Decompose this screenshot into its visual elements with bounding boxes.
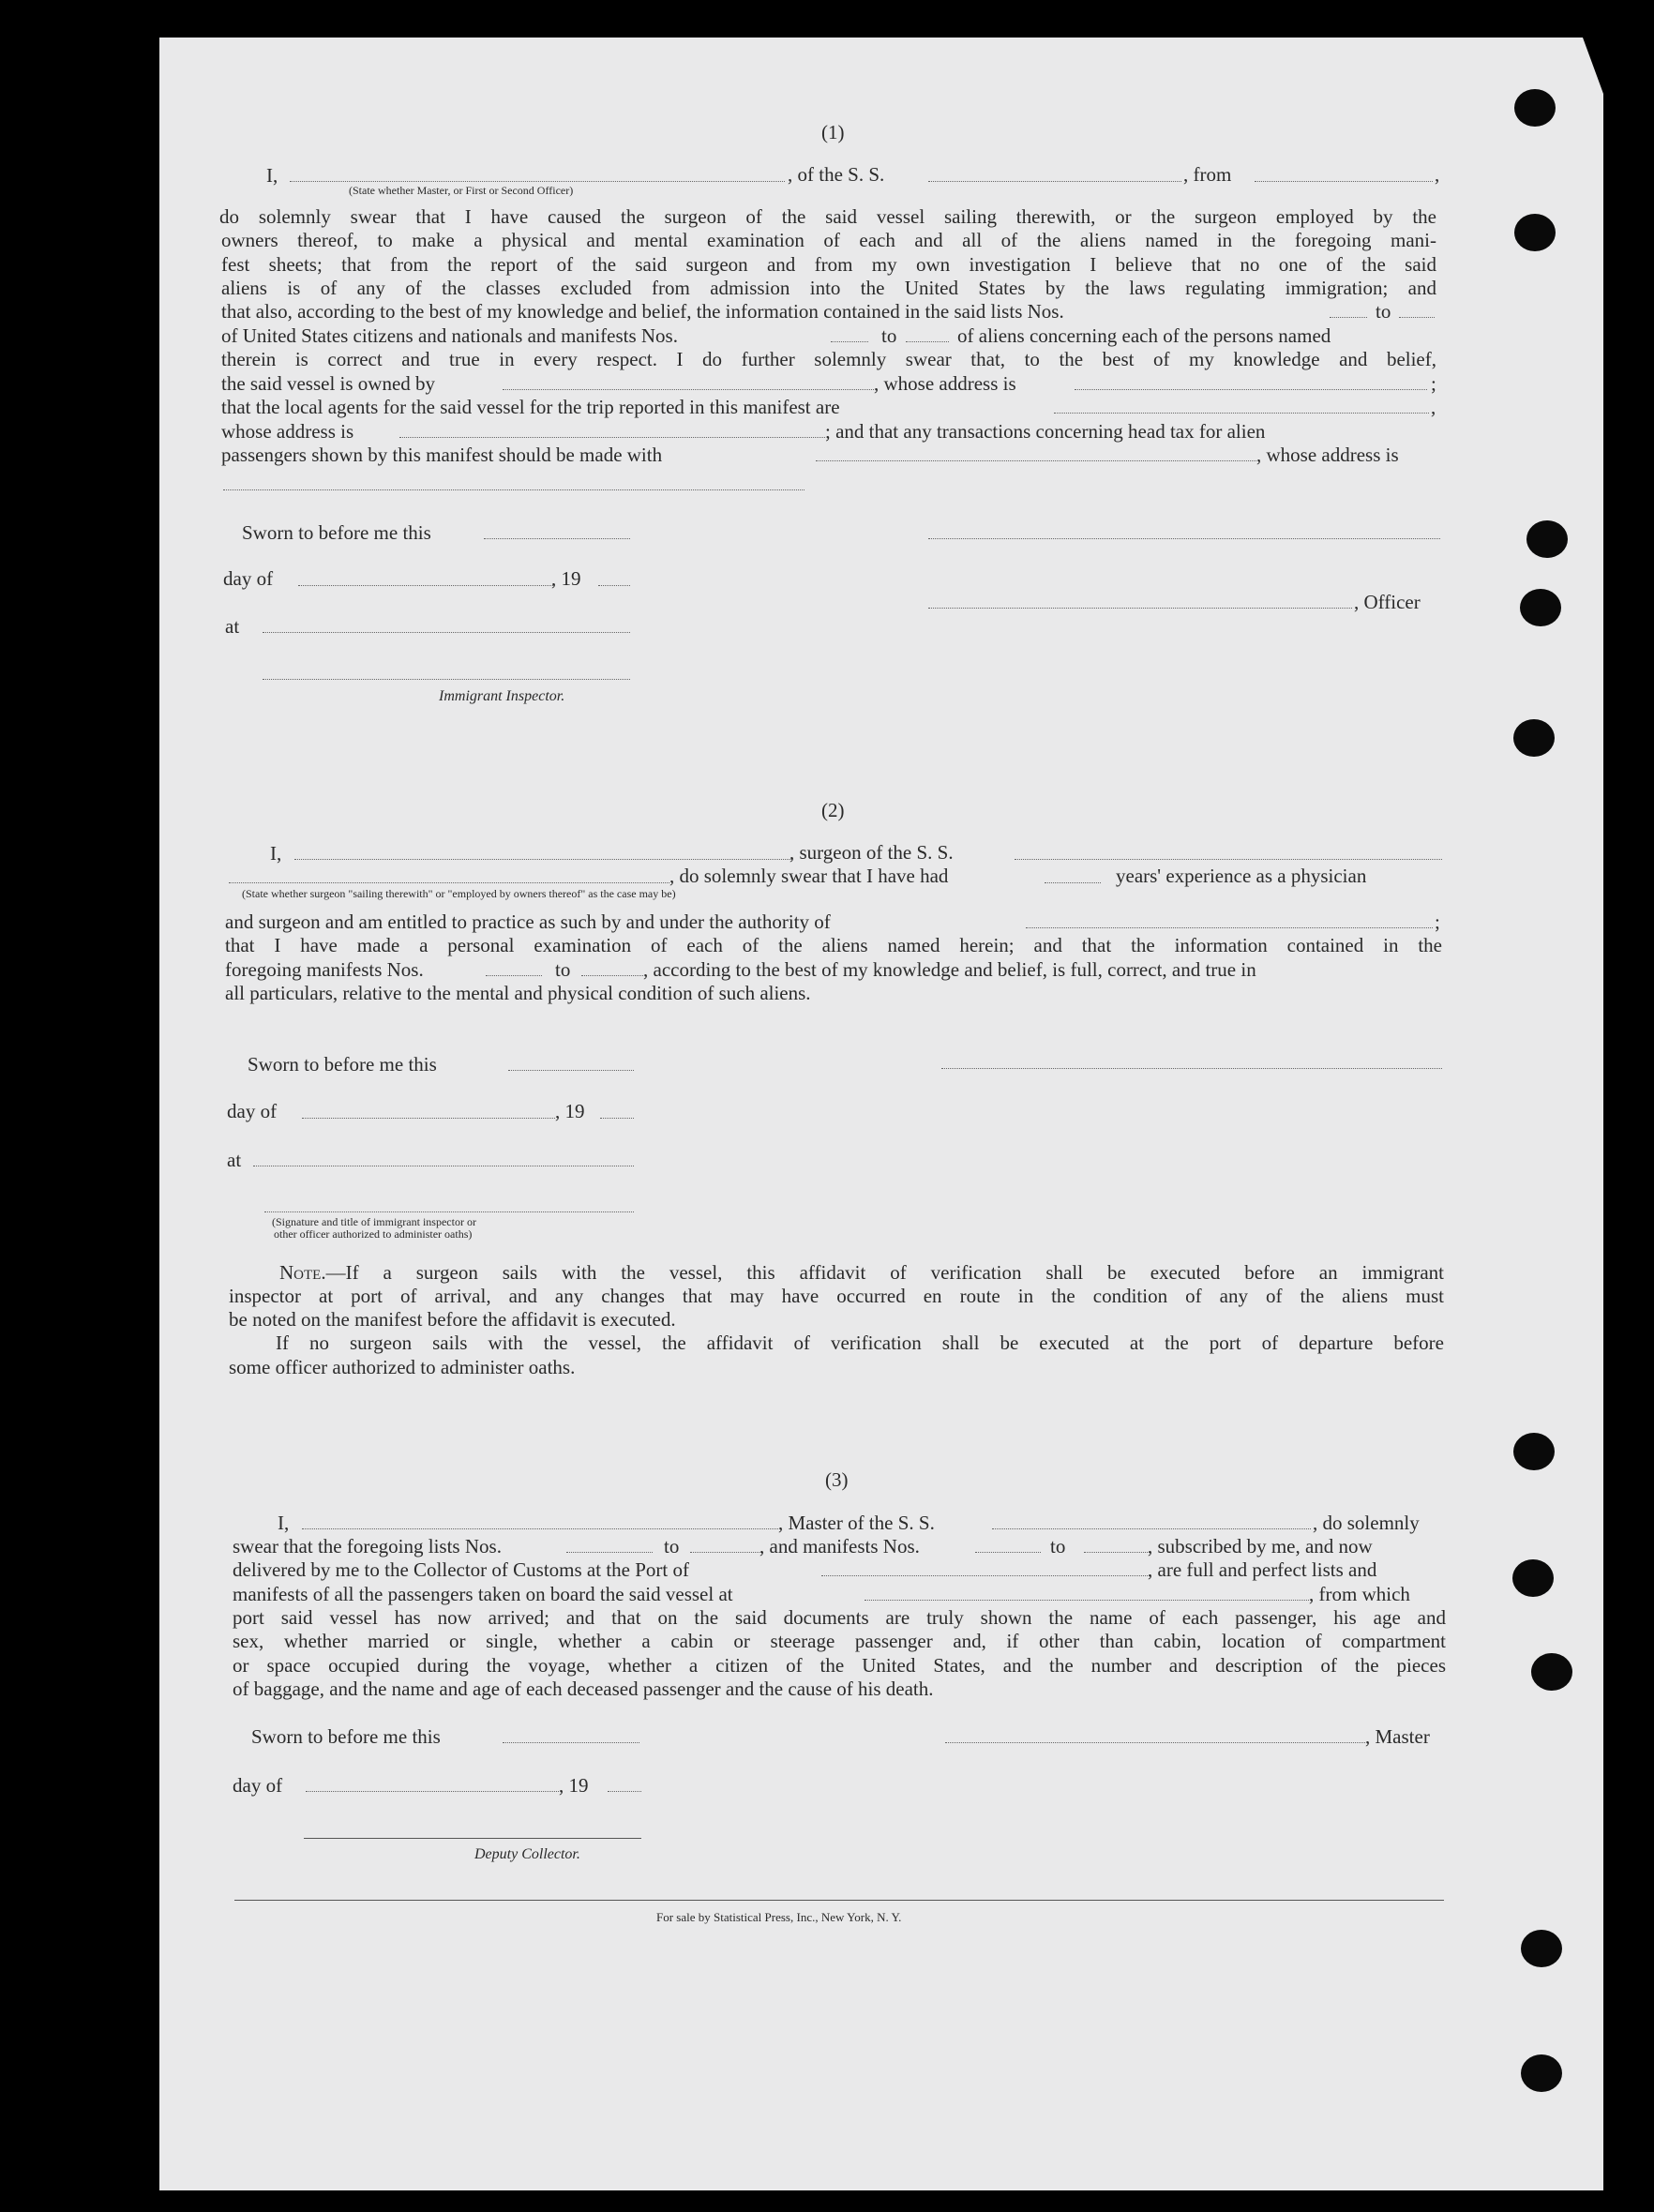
s1-para-line: aliens is of any of the classes excluded from admission into the United States by the laws regulating immigration; and [221,277,1436,299]
s1-para-line: fest sheets; that from the report of the said surgeon and from my own investigation I believe that no one of the said [221,253,1436,276]
s2-note-line: inspector at port of arrival, and any changes that may have occurred en route in the condition of any of the aliens must [229,1285,1444,1307]
s2-blank-year[interactable] [600,1118,634,1119]
s1-line-1-i: I, [266,164,278,187]
s1-sworn-label: Sworn to before me this [242,521,431,544]
s1-blank-agents-address[interactable] [399,437,825,438]
s1-blank-from[interactable] [1255,181,1433,182]
s2-line-2-swear: , do solemnly swear that I have had [669,865,949,887]
s1-para-line: ; [1431,372,1436,395]
punch-hole [1520,589,1561,626]
s2-para-line: all particulars, relative to the mental and physical condition of such aliens. [225,982,811,1004]
s3-para-line: or space occupied during the voyage, whether a citizen of the United States, and the number and description of the pieces [233,1654,1446,1677]
section-1-number: (1) [821,121,845,143]
s1-para-line: ; and that any transactions concerning head tax for alien [825,420,1266,443]
s1-dayof-label: day of [223,567,274,590]
s3-line-1-master: , Master of the S. S. [778,1512,935,1534]
s1-blank-year[interactable] [598,585,630,586]
s1-blank-list-to[interactable] [1399,317,1435,318]
s2-line-2-exp: years' experience as a physician [1116,865,1367,887]
punch-hole [1513,1433,1555,1470]
s2-blank-surgeon-type[interactable] [229,882,669,883]
punch-hole [1526,520,1568,558]
s2-at-label: at [227,1149,242,1171]
s3-line-2-to: to [664,1535,680,1557]
s1-para-to: to [881,324,897,347]
s1-blank-signature[interactable] [928,538,1440,539]
s2-para-line: and surgeon and am entitled to practice as such by and under the authority of [225,910,831,933]
s3-line-1-swear: , do solemnly [1313,1512,1420,1534]
s2-note-line [279,1261,1444,1286]
s1-para-line: , whose address is [1256,444,1399,466]
s3-blank-signature[interactable] [945,1742,1365,1743]
s2-blank-authority[interactable] [1026,927,1433,928]
s1-para-line: the said vessel is owned by [221,372,436,395]
s1-blank-day[interactable] [298,585,553,586]
s3-line-2-subscribed: , subscribed by me, and now [1148,1535,1373,1557]
s3-blank-name[interactable] [302,1528,778,1529]
section-2-number: (2) [821,799,845,821]
s3-collector-label: Deputy Collector. [474,1846,580,1862]
s1-para-line: , whose address is [874,372,1016,395]
s1-blank-headtax-address[interactable] [223,489,804,490]
s3-blank-boarded-at[interactable] [865,1600,1309,1601]
s3-blank-ship[interactable] [992,1528,1311,1529]
s2-para-to: to [555,958,571,981]
s2-note-text: —If a surgeon sails with the vessel, this affidavit of verification shall be executed before an immigrant [325,1261,1444,1284]
punch-hole [1514,214,1556,251]
s2-blank-manifest-from[interactable] [486,975,542,976]
s2-signature-note-1: (Signature and title of immigrant inspector or [272,1215,476,1228]
footer-imprint: For sale by Statistical Press, Inc., New York, N. Y. [656,1910,902,1924]
s2-para-line: , according to the best of my knowledge and belief, is full, correct, and true in [643,958,1256,981]
s1-para-to: to [1376,300,1391,323]
s1-blank-manifest-from[interactable] [831,341,868,342]
s3-dayof-label: day of [233,1774,283,1797]
s1-para-line: of aliens concerning each of the persons named [957,324,1331,347]
s3-collector-line [304,1838,641,1839]
punch-hole [1531,1653,1572,1691]
s1-line-1-ss: , of the S. S. [788,163,885,186]
s1-para-line: therein is correct and true in every respect. I do further solemnly swear that, to the best of my knowledge and belief, [221,348,1436,370]
s3-blank-port[interactable] [821,1575,1150,1576]
s1-blank-agents[interactable] [1054,413,1429,414]
s3-sworn-label: Sworn to before me this [251,1725,441,1748]
s1-para-line: do solemnly swear that I have caused the surgeon of the said vessel sailing therewith, or the surgeon employed by the [219,205,1436,228]
s1-line-1-from: , from [1183,163,1232,186]
s1-para-line: owners thereof, to make a physical and mental examination of each and all of the aliens named in the foregoing mani- [221,229,1436,251]
s3-blank-list-to[interactable] [690,1552,763,1553]
s1-blank-officer[interactable] [928,608,1352,609]
s1-blank-sworn-date[interactable] [484,538,630,539]
s2-line-1-i: I, [270,842,282,865]
s1-line-1-comma: , [1435,163,1440,186]
s3-line-2: swear that the foregoing lists Nos. [233,1535,502,1557]
s1-at-label: at [225,615,240,638]
s1-blank-headtax[interactable] [816,460,1256,461]
footer-rule [234,1900,1444,1901]
s2-blank-inspector[interactable] [264,1211,634,1212]
s2-dayof-label: day of [227,1100,278,1122]
s2-para-line: foregoing manifests Nos. [225,958,424,981]
s3-year-label: , 19 [559,1774,589,1797]
s2-year-label: , 19 [555,1100,585,1122]
s3-blank-year[interactable] [608,1791,641,1792]
section-3-number: (3) [825,1468,849,1491]
s2-note-line: some officer authorized to administer oaths. [229,1356,576,1378]
punch-hole [1521,2054,1562,2092]
s3-blank-sworn-date[interactable] [503,1742,639,1743]
s3-para-line: port said vessel has now arrived; and that on the said documents are truly shown the name of each passenger, his age and [233,1606,1446,1629]
s2-sworn-label: Sworn to before me this [248,1053,437,1076]
s1-inspector-label: Immigrant Inspector. [439,688,565,704]
s3-blank-list-from[interactable] [566,1552,653,1553]
s2-line-1-ss: , surgeon of the S. S. [789,841,954,864]
s3-para-line: of baggage, and the name and age of each deceased passenger and the cause of his death. [233,1678,934,1700]
s3-master-label: , Master [1365,1725,1430,1748]
s1-blank-ship[interactable] [928,181,1181,182]
s3-blank-day[interactable] [306,1791,559,1792]
s3-line-1-i: I, [278,1512,290,1534]
s1-blank-owner-address[interactable] [1075,389,1427,390]
s1-para-line: whose address is [221,420,354,443]
s3-line-3-end: , are full and perfect lists and [1148,1558,1377,1581]
s2-note-label: Note. [279,1261,326,1284]
s1-officer-label: , Officer [1354,591,1421,613]
s1-blank-at[interactable] [263,632,630,633]
s1-blank-owner[interactable] [503,389,874,390]
s2-blank-manifest-to[interactable] [581,975,643,976]
s3-line-2-manifests: , and manifests Nos. [759,1535,920,1557]
s3-line-2-to: to [1050,1535,1066,1557]
s2-para-line: that I have made a personal examination of each of the aliens named herein; and that the information contained in the [225,934,1442,956]
s2-blank-day[interactable] [302,1118,555,1119]
s2-para-line: ; [1435,910,1440,933]
s2-blank-name[interactable] [294,859,791,860]
s1-para-line: , [1431,396,1436,418]
s2-note-line: If no surgeon sails with the vessel, the affidavit of verification shall be executed at the port of departure before [276,1332,1444,1354]
punch-hole [1512,1559,1554,1597]
s3-blank-manifest-from[interactable] [975,1552,1041,1553]
s2-blank-sworn-date[interactable] [508,1070,634,1071]
s1-blank-manifest-to[interactable] [906,341,949,342]
s3-blank-manifest-to[interactable] [1084,1552,1150,1553]
s2-blank-years[interactable] [1045,882,1101,883]
s1-blank-name[interactable] [290,181,785,182]
s1-year-label: , 19 [551,567,581,590]
s3-para-line: sex, whether married or single, whether a cabin or steerage passenger and, if other than cabin, location of compartment [233,1630,1446,1652]
s1-para-line: that also, according to the best of my knowledge and belief, the information contained in the said lists Nos. [221,300,1064,323]
s1-blank-list-from[interactable] [1330,317,1367,318]
punch-hole [1521,1930,1562,1967]
s2-surgeon-note: (State whether surgeon "sailing therewith" or "employed by owners thereof" as the case may be) [242,887,676,900]
s1-blank-inspector[interactable] [263,679,630,680]
s3-line-3: delivered by me to the Collector of Customs at the Port of [233,1558,689,1581]
punch-hole [1513,719,1555,757]
s1-para-line: that the local agents for the said vessel for the trip reported in this manifest are [221,396,840,418]
s3-line-4: manifests of all the passengers taken on board the said vessel at [233,1583,733,1605]
s2-signature-note-2: other officer authorized to administer oaths) [274,1227,473,1241]
punch-hole [1514,89,1556,127]
s2-blank-ship[interactable] [1015,859,1442,860]
s1-para-line: passengers shown by this manifest should be made with [221,444,663,466]
s2-note-line: be noted on the manifest before the affidavit is executed. [229,1308,676,1331]
s3-line-4-end: , from which [1309,1583,1410,1605]
s1-para-line: of United States citizens and nationals and manifests Nos. [221,324,678,347]
s2-blank-signature[interactable] [941,1068,1442,1069]
s1-officer-note: (State whether Master, or First or Second Officer) [349,184,574,197]
